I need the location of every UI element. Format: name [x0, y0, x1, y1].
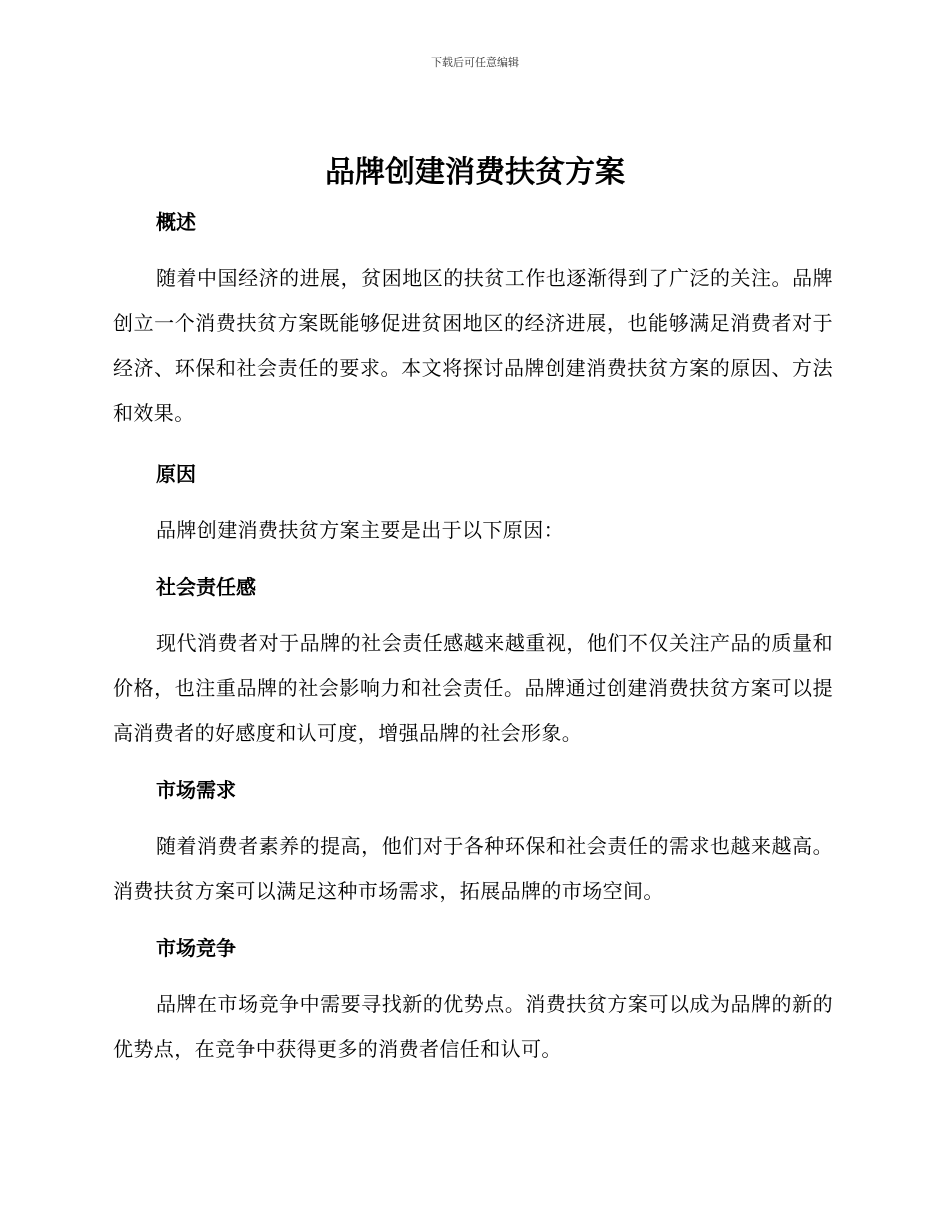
section-heading-reasons: 原因 [156, 462, 196, 486]
document-body [113, 198, 833, 1072]
section-paragraph-reasons: 品牌创建消费扶贫方案主要是出于以下原因： [156, 518, 564, 542]
section-paragraph-market-competition: 品牌在市场竞争中需要寻找新的优势点。消费扶贫方案可以成为品牌的新的优势点，在竞争中获得更多的消费者信任和认可。 [113, 992, 833, 1061]
section-heading-social-responsibility: 社会责任感 [156, 575, 256, 599]
document-title: 品牌创建消费扶贫方案 [325, 155, 625, 190]
section-heading-market-demand: 市场需求 [156, 778, 236, 802]
header-note: 下载后可任意编辑 [431, 56, 519, 69]
section-paragraph-overview: 随着中国经济的进展，贫困地区的扶贫工作也逐渐得到了广泛的关注。品牌创立一个消费扶贫方案既能够促进贫困地区的经济进展，也能够满足消费者对于经济、环保和社会责任的要求。本文将探讨品牌创建消费扶贫方案的原因、方法和效果。 [113, 266, 833, 425]
section-paragraph-market-demand: 随着消费者素养的提高，他们对于各种环保和社会责任的需求也越来越高。消费扶贫方案可以满足这种市场需求，拓展品牌的市场空间。 [113, 834, 833, 903]
section-heading-market-competition: 市场竞争 [156, 936, 236, 960]
section-heading-overview: 概述 [156, 210, 196, 234]
section-paragraph-social-responsibility: 现代消费者对于品牌的社会责任感越来越重视，他们不仅关注产品的质量和价格，也注重品牌的社会影响力和社会责任。品牌通过创建消费扶贫方案可以提高消费者的好感度和认可度，增强品牌的社会形象。 [113, 631, 833, 745]
